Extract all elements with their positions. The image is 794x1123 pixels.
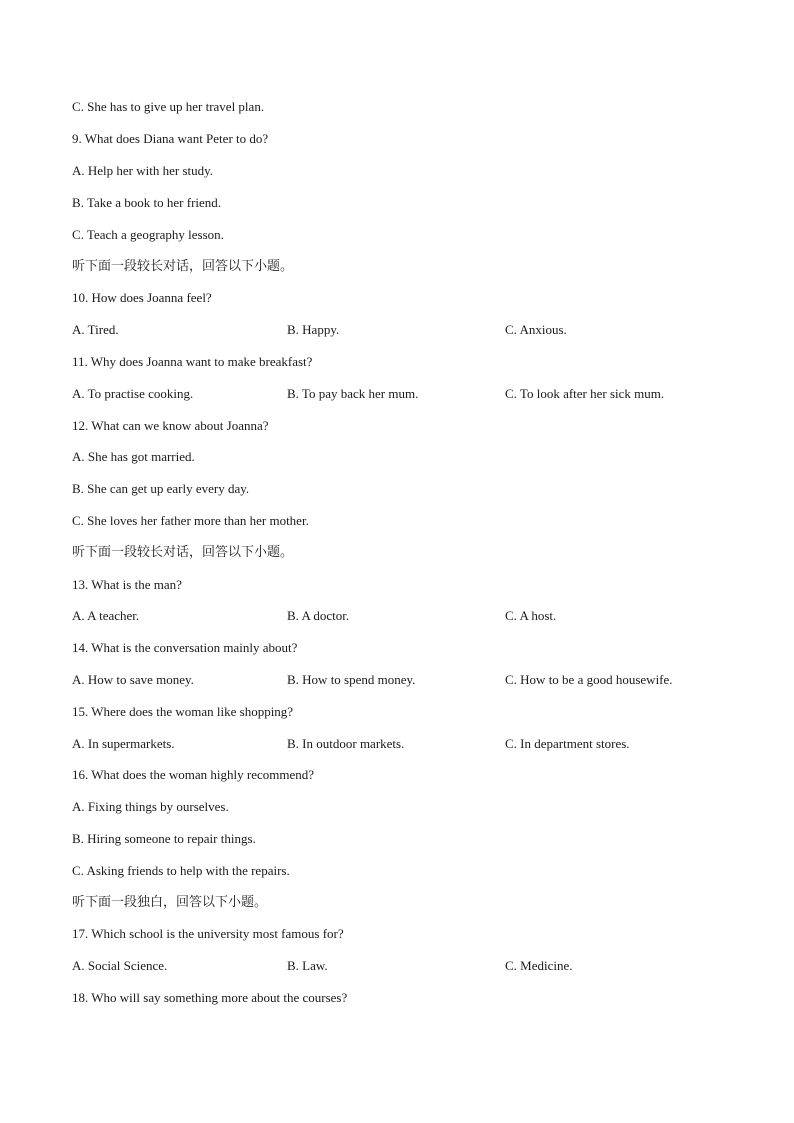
q10-option-c: C. Anxious. xyxy=(505,322,567,337)
section-instruction-2: 听下面一段较长对话，回答以下小题。 xyxy=(72,545,294,560)
q13-options xyxy=(0,607,794,625)
q13-option-c: C. A host. xyxy=(505,608,557,623)
q15-option-b: B. In outdoor markets. xyxy=(287,736,405,751)
q14-option-b: B. How to spend money. xyxy=(287,672,416,687)
q10-options xyxy=(0,321,794,339)
q15-option-a: A. In supermarkets. xyxy=(72,736,175,751)
q14-options xyxy=(0,671,794,689)
question-10: 10. How does Joanna feel? xyxy=(72,290,212,305)
section-instruction-1: 听下面一段较长对话，回答以下小题。 xyxy=(72,259,294,274)
q12-option-b: B. She can get up early every day. xyxy=(72,481,250,496)
q10-option-a: A. Tired. xyxy=(72,322,119,337)
question-17: 17. Which school is the university most famous for? xyxy=(72,926,344,941)
q16-option-b: B. Hiring someone to repair things. xyxy=(72,831,256,846)
q17-option-c: C. Medicine. xyxy=(505,958,573,973)
q13-option-b: B. A doctor. xyxy=(287,608,350,623)
q8-option-c: C. She has to give up her travel plan. xyxy=(72,99,265,114)
q11-option-b: B. To pay back her mum. xyxy=(287,386,419,401)
q9-option-c: C. Teach a geography lesson. xyxy=(72,227,224,242)
q15-options xyxy=(0,735,794,753)
q14-option-c: C. How to be a good housewife. xyxy=(505,672,673,687)
question-12: 12. What can we know about Joanna? xyxy=(72,418,269,433)
question-14: 14. What is the conversation mainly about? xyxy=(72,640,298,655)
q12-option-a: A. She has got married. xyxy=(72,449,195,464)
q11-option-c: C. To look after her sick mum. xyxy=(505,386,665,401)
section-instruction-3: 听下面一段独白，回答以下小题。 xyxy=(72,895,268,910)
q11-options xyxy=(0,385,794,403)
question-11: 11. Why does Joanna want to make breakfast? xyxy=(72,354,313,369)
q10-option-b: B. Happy. xyxy=(287,322,340,337)
q11-option-a: A. To practise cooking. xyxy=(72,386,194,401)
q16-option-a: A. Fixing things by ourselves. xyxy=(72,799,229,814)
q14-option-a: A. How to save money. xyxy=(72,672,194,687)
q9-option-b: B. Take a book to her friend. xyxy=(72,195,222,210)
q12-option-c: C. She loves her father more than her mother. xyxy=(72,513,309,528)
q15-option-c: C. In department stores. xyxy=(505,736,630,751)
q17-options xyxy=(0,957,794,975)
question-13: 13. What is the man? xyxy=(72,577,182,592)
q9-option-a: A. Help her with her study. xyxy=(72,163,214,178)
question-16: 16. What does the woman highly recommend? xyxy=(72,767,315,782)
question-15: 15. Where does the woman like shopping? xyxy=(72,704,294,719)
q17-option-b: B. Law. xyxy=(287,958,328,973)
question-9: 9. What does Diana want Peter to do? xyxy=(72,131,269,146)
q13-option-a: A. A teacher. xyxy=(72,608,140,623)
q16-option-c: C. Asking friends to help with the repairs. xyxy=(72,863,290,878)
question-18: 18. Who will say something more about the courses? xyxy=(72,990,348,1005)
q17-option-a: A. Social Science. xyxy=(72,958,168,973)
